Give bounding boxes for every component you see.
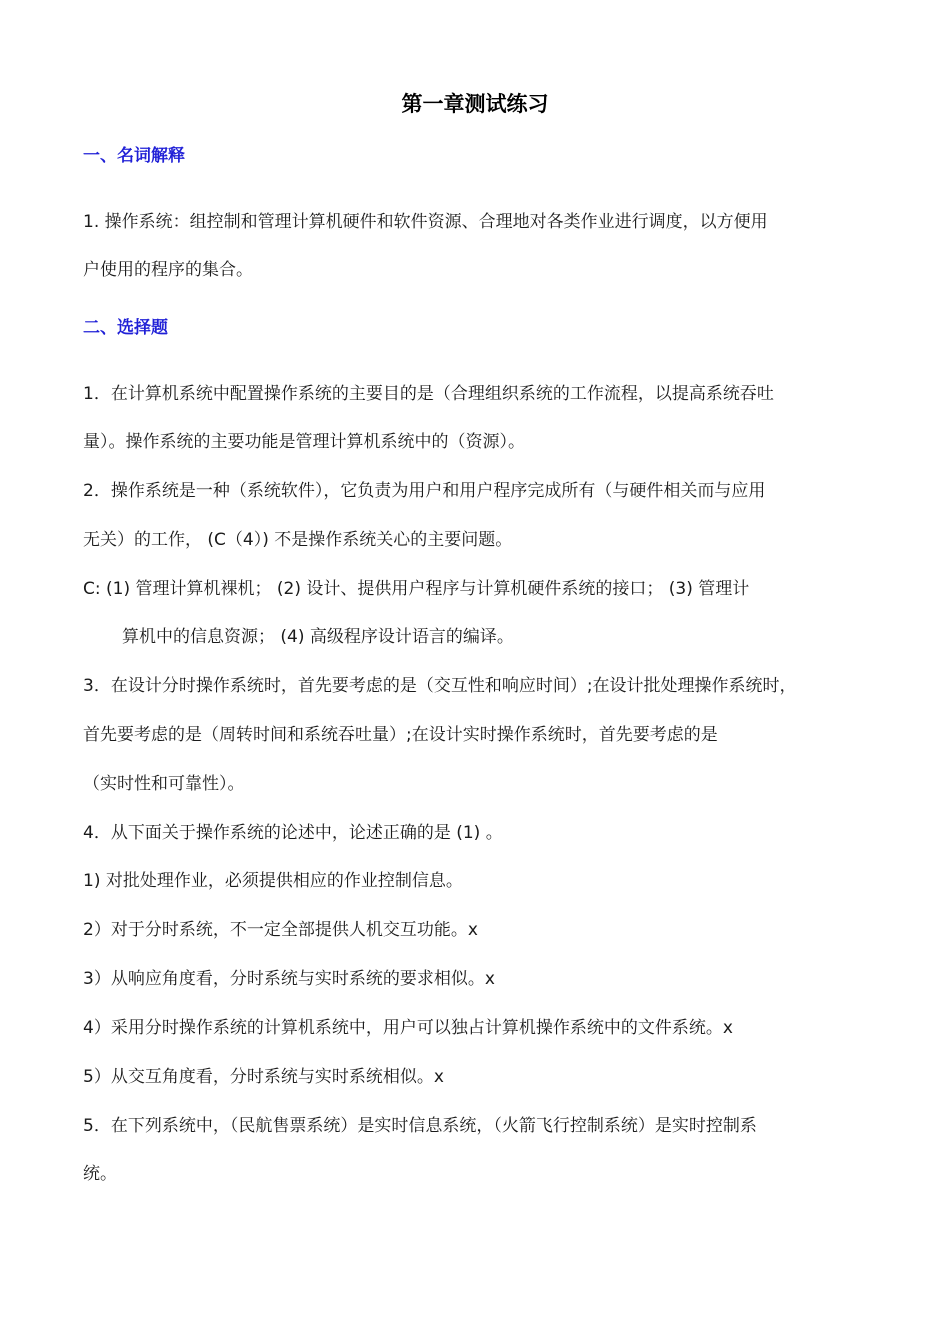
paragraph-line: C: (1) 管理计算机裸机； (2) 设计、提供用户程序与计算机硬件系统的接口； (3) 管理计 [83,579,750,599]
list-item: 3）从响应角度看，分时系统与实时系统的要求相似。x [83,969,495,989]
paragraph-line: 统。 [83,1164,117,1184]
paragraph-line: 2．操作系统是一种（系统软件），它负责为用户和用户程序完成所有（与硬件相关而与应用 [83,481,766,501]
page-title: 第一章测试练习 [401,92,549,116]
paragraph-line: 1．在计算机系统中配置操作系统的主要目的是（合理组织系统的工作流程，以提高系统吞吐 [83,384,774,404]
paragraph-line: 3．在设计分时操作系统时，首先要考虑的是（交互性和响应时间）;在设计批处理操作系统时， [83,676,797,696]
paragraph-line: 户使用的程序的集合。 [83,260,253,280]
paragraph-line: （实时性和可靠性）。 [83,774,245,794]
paragraph-line: 算机中的信息资源； (4) 高级程序设计语言的编译。 [122,627,514,647]
section-heading-definitions: 一、名词解释 [83,146,185,166]
paragraph-line: 4．从下面关于操作系统的论述中，论述正确的是 (1) 。 [83,823,503,843]
paragraph-line: 5．在下列系统中，（民航售票系统）是实时信息系统，（火箭飞行控制系统）是实时控制系 [83,1116,757,1136]
paragraph-line: 无关）的工作， (C（4）) 不是操作系统关心的主要问题。 [83,530,513,550]
paragraph-line: 1. 操作系统：组控制和管理计算机硬件和软件资源、合理地对各类作业进行调度，以方便用 [83,212,768,232]
paragraph-line: 量）。操作系统的主要功能是管理计算机系统中的（资源）。 [83,432,525,452]
list-item: 1) 对批处理作业，必须提供相应的作业控制信息。 [83,871,463,891]
paragraph-line: 首先要考虑的是（周转时间和系统吞吐量）;在设计实时操作系统时，首先要考虑的是 [83,725,718,745]
list-item: 4）采用分时操作系统的计算机系统中，用户可以独占计算机操作系统中的文件系统。x [83,1018,733,1038]
section-heading-choice: 二、选择题 [83,318,168,338]
list-item: 5）从交互角度看，分时系统与实时系统相似。x [83,1067,444,1087]
list-item: 2）对于分时系统，不一定全部提供人机交互功能。x [83,920,478,940]
